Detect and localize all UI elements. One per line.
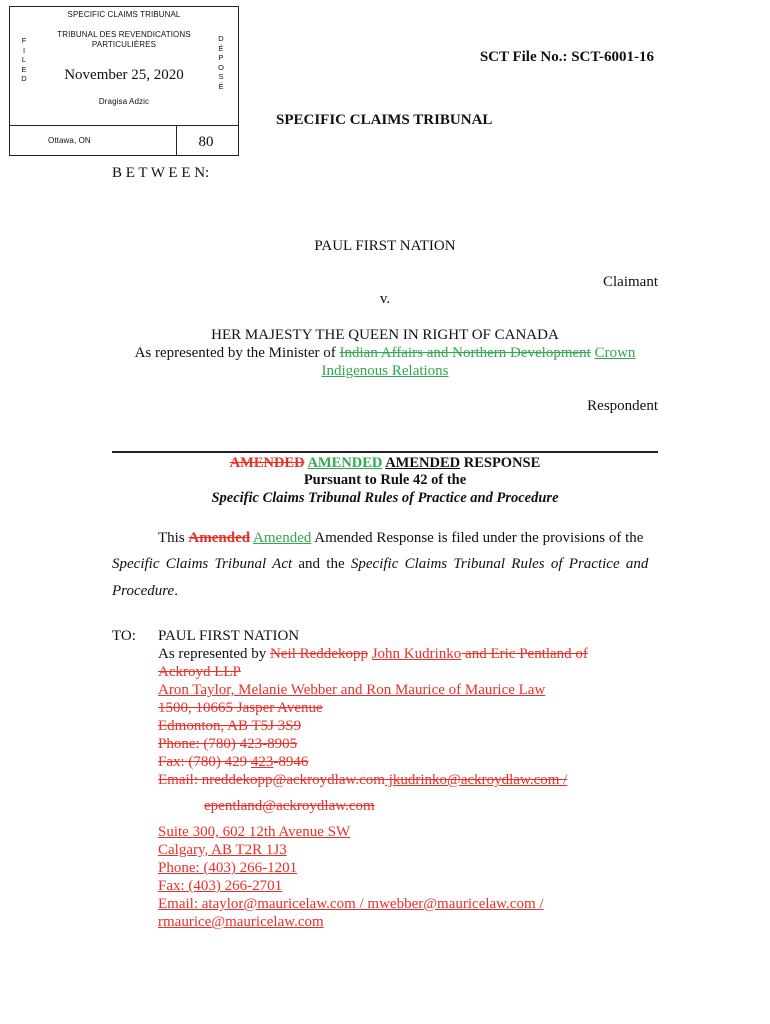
- stamp-tribunal-en: SPECIFIC CLAIMS TRIBUNAL: [67, 10, 181, 19]
- stamp-registrar: Dragisa Adzic: [98, 97, 150, 106]
- respondent-represented: As represented by the Minister of Indian Affairs and Northern Development Crown: [134, 345, 636, 361]
- title-rule: [112, 451, 658, 453]
- new-city: Calgary, AB T2R 1J3: [158, 842, 287, 858]
- old-city: Edmonton, AB T5J 3S9: [158, 718, 302, 734]
- old-phone: Phone: (780) 423-8905: [158, 736, 298, 752]
- between-label: B E T W E E N:: [112, 165, 210, 181]
- stamp-tribunal-fr-2: PARTICULIÈRES: [91, 40, 157, 49]
- intro-line-1: This Amended Amended Amended Response is filed under the provisions of the: [158, 530, 644, 546]
- tribunal-heading: SPECIFIC CLAIMS TRIBUNAL: [276, 112, 493, 128]
- stamp-date: November 25, 2020: [64, 67, 184, 83]
- stamp-filed-vertical: F I L E D: [21, 36, 27, 83]
- document-subtitle: Pursuant to Rule 42 of the: [303, 472, 467, 488]
- stamp-city: Ottawa, ON: [48, 136, 91, 145]
- respondent-label: Respondent: [587, 398, 658, 414]
- intro-line-2: Specific Claims Tribunal Act and the Specific Claims Tribunal Rules of Practice and: [112, 556, 649, 572]
- claimant-label: Claimant: [603, 274, 658, 290]
- file-number: SCT File No.: SCT-6001-16: [479, 49, 654, 65]
- to-label: TO:: [112, 628, 136, 644]
- new-fax: Fax: (403) 266-2701: [158, 878, 283, 894]
- to-name: PAUL FIRST NATION: [158, 628, 300, 644]
- stamp-tribunal-fr-1: TRIBUNAL DES REVENDICATIONS: [57, 30, 191, 39]
- added-ministry-1: Crown: [594, 345, 636, 361]
- deleted-ministry: Indian Affairs and Northern Development: [339, 345, 591, 361]
- new-counsel: Aron Taylor, Melanie Webber and Ron Maurice of Maurice Law: [158, 682, 546, 698]
- stamp-doc-number: 80: [198, 134, 214, 150]
- old-firm: Ackroyd LLP: [158, 664, 241, 680]
- intro-line-3: Procedure.: [112, 583, 178, 599]
- old-address: 1500, 10665 Jasper Avenue: [158, 700, 323, 716]
- old-email-2: epentland@ackroydlaw.com: [204, 798, 375, 814]
- added-ministry-2: Indigenous Relations: [321, 363, 449, 379]
- new-email-1: Email: ataylor@mauricelaw.com / mwebber@mauricelaw.com /: [158, 896, 544, 912]
- old-fax: Fax: (780) 429 423-8946: [158, 754, 309, 770]
- new-email-2: rmaurice@mauricelaw.com: [158, 914, 324, 930]
- old-email: Email: nreddekopp@ackroydlaw.com jkudrinko@ackroydlaw.com /: [158, 772, 568, 788]
- claimant-name: PAUL FIRST NATION: [314, 238, 456, 254]
- stamp-depose-vertical: D É P O S É: [218, 34, 224, 91]
- respondent-name: HER MAJESTY THE QUEEN IN RIGHT OF CANADA: [211, 327, 559, 343]
- new-phone: Phone: (403) 266-1201: [158, 860, 298, 876]
- document-title: AMENDED AMENDED AMENDED RESPONSE: [229, 455, 541, 471]
- versus: v.: [379, 291, 391, 307]
- to-represented: As represented by Neil Reddekopp John Kudrinko and Eric Pentland of: [158, 646, 588, 662]
- new-address: Suite 300, 602 12th Avenue SW: [158, 824, 351, 840]
- respondent-represented-2: [0, 362, 770, 380]
- document-rules-title: Specific Claims Tribunal Rules of Practice and Procedure: [211, 490, 559, 506]
